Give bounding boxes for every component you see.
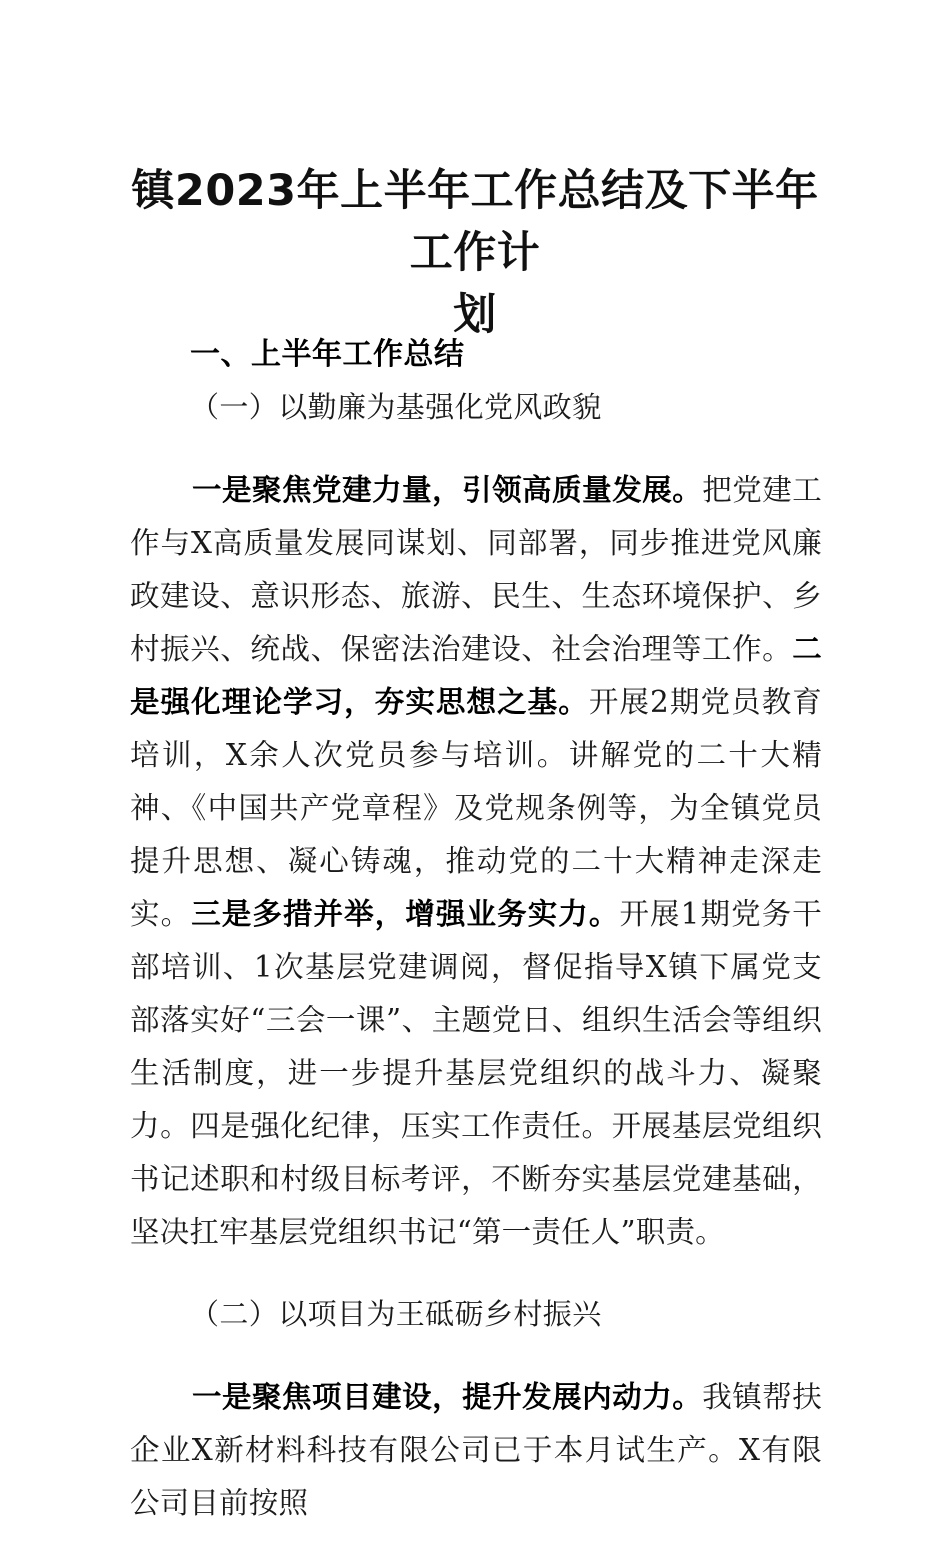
document-title bbox=[130, 160, 820, 346]
paragraph-1-1 bbox=[130, 464, 822, 1259]
subsection-heading-1-1: （一）以勤廉为基强化党风政貌 bbox=[190, 390, 602, 424]
document-title-line-1: 镇2023年上半年工作总结及下半年工作计 bbox=[131, 166, 819, 278]
document-title-line-2: 划 bbox=[453, 290, 497, 340]
paragraph-1-2-bold-1: 一是聚焦项目建设，提升发展内动力。 bbox=[192, 1379, 703, 1414]
subsection-heading-1-2: （二）以项目为王砥砺乡村振兴 bbox=[190, 1297, 602, 1331]
document-body bbox=[130, 328, 822, 1559]
paragraph-1-1-bold-1: 一是聚焦党建力量，引领高质量发展。 bbox=[192, 472, 703, 507]
paragraph-1-1-bold-3: 三是多措并举，增强业务实力。 bbox=[191, 896, 620, 931]
paragraph-1-1-normal-1: 把党建工作与X高质量发展同谋划、同部署，同步推进党风廉政建设、意识形态、旅游、民生、生态环境保护、乡村振兴、统战、保密法治建设、社会治理等工作。 bbox=[130, 472, 822, 666]
paragraph-1-1-bold-2: 二是强化理论学习，夯实思想之基。 bbox=[130, 631, 822, 719]
section-heading-1: 一、上半年工作总结 bbox=[190, 337, 465, 372]
paragraph-1-1-normal-3: 开展1期党务干部培训、1次基层党建调阅，督促指导X镇下属党支部落实好“三会一课”、主题党日、组织生活会等组织生活制度，进一步提升基层党组织的战斗力、凝聚力。四是强化纪律，压实工作责任。开展基层党组织书记述职和村级目标考评，不断夯实基层党建基础，坚决扛牢基层党组织书记“第一责任人”职责。 bbox=[130, 896, 822, 1249]
paragraph-1-2 bbox=[130, 1371, 822, 1530]
paragraph-1-1-normal-2: 开展2期党员教育培训，X余人次党员参与培训。讲解党的二十大精神、《中国共产党章程》及党规条例等，为全镇党员提升思想、凝心铸魂，推动党的二十大精神走深走实。 bbox=[130, 684, 822, 931]
paragraph-1-2-normal-1: 我镇帮扶企业X新材料科技有限公司已于本月试生产。X有限公司目前按照 bbox=[130, 1379, 822, 1520]
